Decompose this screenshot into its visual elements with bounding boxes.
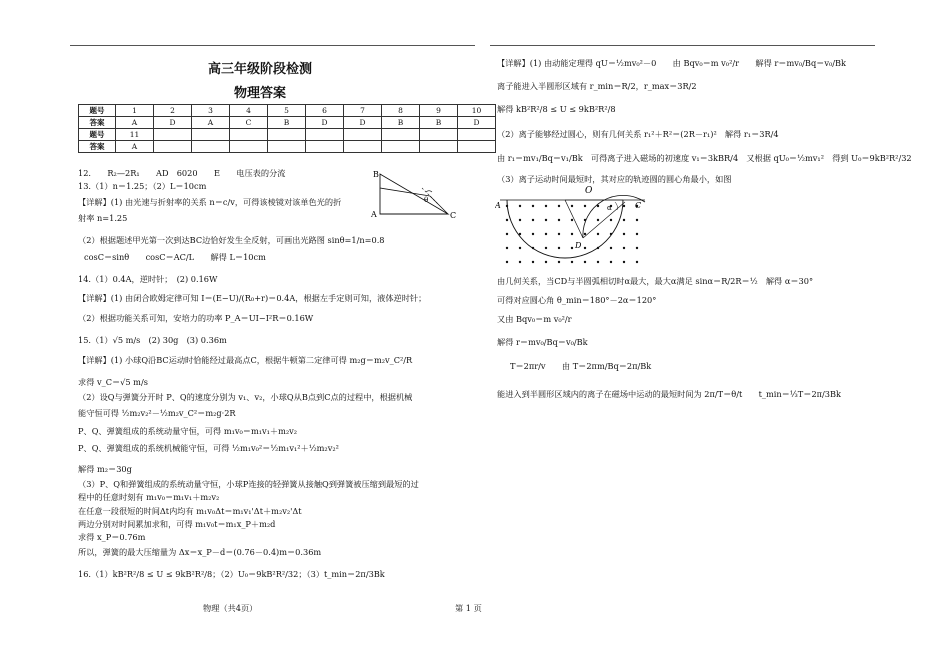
- table-cell: 1: [116, 105, 154, 117]
- q15-detail-5: P、Q、弹簧组成的系统动量守恒，可得 m₁v₀＝m₁v₁＋m₂v₂: [78, 426, 298, 436]
- table-cell: D: [458, 117, 496, 129]
- right-detail-3: 解得 kB²R²/8 ≤ U ≤ 9kB²R²/8: [497, 104, 616, 114]
- label-o: O: [585, 186, 593, 196]
- table-row: [79, 141, 496, 153]
- right-detail-10: 解得 r＝mv₀/Bq＝v₀/Bk: [497, 337, 588, 347]
- chord-cd: [583, 202, 625, 238]
- field-dot: [506, 261, 508, 263]
- q15-detail-12: 求得 x_P＝0.76m: [78, 532, 146, 542]
- field-dot: [571, 219, 573, 221]
- table-cell: 答案: [79, 117, 116, 129]
- table-cell: 5: [268, 105, 306, 117]
- field-dot: [558, 205, 560, 207]
- table-cell: B: [268, 117, 306, 129]
- field-dot: [636, 219, 638, 221]
- table-cell: B: [420, 117, 458, 129]
- label-theta: θ: [424, 196, 429, 204]
- field-dot: [610, 261, 612, 263]
- label-b: B: [373, 170, 379, 179]
- field-dot: [623, 247, 625, 249]
- field-dot: [506, 233, 508, 235]
- table-cell: D: [306, 117, 344, 129]
- label-a: A: [371, 210, 377, 219]
- field-dot: [532, 261, 534, 263]
- table-cell: 4: [230, 105, 268, 117]
- table-cell: 6: [306, 105, 344, 117]
- table-cell: D: [154, 117, 192, 129]
- field-dot: [506, 247, 508, 249]
- field-dot: [584, 233, 586, 235]
- label-c: C: [450, 211, 457, 220]
- radius-line-od: [565, 200, 583, 238]
- field-dot: [545, 247, 547, 249]
- q15-answer: 15.（1）√5 m/s (2) 30g (3) 0.36m: [78, 335, 227, 345]
- field-dot: [623, 233, 625, 235]
- right-detail-2: 离子能进入半圆形区域有 r_min＝R/2，r_max＝3R/2: [497, 81, 697, 91]
- right-detail-5: 由 r₁＝mv₁/Bq＝v₁/Bk 可得离子进入磁场的初速度 v₁＝3kBR/4 又根据 qU₀＝½mv₁² 得到 U₀＝9kB²R²/32: [497, 153, 912, 163]
- table-cell: 题号: [79, 105, 116, 117]
- field-dot: [519, 233, 521, 235]
- field-dot: [623, 219, 625, 221]
- field-dot: [610, 219, 612, 221]
- q13-answer: 13.（1）n＝1.25；（2）L＝10cm: [78, 181, 207, 191]
- field-dot: [623, 261, 625, 263]
- q13-detail-3: cosC＝sinθ cosC＝AC/L 解得 L＝10cm: [84, 252, 266, 262]
- page-subtitle: 物理答案: [233, 86, 286, 101]
- magnetic-field-figure: [495, 184, 655, 268]
- q15-detail-7: 解得 m₂＝30g: [78, 464, 132, 474]
- q15-detail-6: P、Q、弹簧组成的系统机械能守恒，可得 ½m₁v₀²＝½m₁v₁²＋½m₂v₂²: [78, 443, 339, 453]
- field-dot: [610, 247, 612, 249]
- right-detail-1: 【详解】(1) 由动能定理得 qU＝½mv₀²－0 由 Bqv₀＝m v₀²/r 解得 r＝mv₀/Bq＝v₀/Bk: [497, 58, 847, 68]
- table-row: [79, 117, 496, 129]
- top-rule-left: [70, 45, 475, 46]
- q13-detail-2: （2）根据题述甲光第一次到达BC边恰好发生全反射，可画出光路图 sinθ=1/n=0.8: [78, 235, 385, 245]
- table-row: [79, 129, 496, 141]
- field-dot: [597, 261, 599, 263]
- field-dot: [571, 261, 573, 263]
- field-dot: [584, 205, 586, 207]
- q15-detail-1: 【详解】(1) 小球Q沿BC运动时恰能经过最高点C，根据牛顿第二定律可得 m₂g＝m₂v_C²/R: [78, 355, 413, 365]
- page-title: 高三年级阶段检测: [207, 62, 312, 77]
- table-cell: C: [230, 117, 268, 129]
- top-rule-right: [490, 45, 875, 46]
- right-detail-4: （2）离子能够经过圆心，则有几何关系 r₁²＋R²＝(2R－r₁)² 解得 r₁＝3R/4: [497, 129, 779, 139]
- semicircle-region: [507, 200, 623, 258]
- q15-detail-2: 求得 v_C＝√5 m/s: [78, 377, 148, 387]
- q14-detail-1: 【详解】(1) 由闭合欧姆定律可知 I＝(E−U)/(R₀+r)＝0.4A，根据左手定则可知，液体逆时针；: [78, 293, 427, 303]
- table-cell: A: [116, 117, 154, 129]
- label-a2: A: [495, 201, 501, 210]
- q15-detail-13: 所以，弹簧的最大压缩量为 Δx＝x_P－d＝(0.76－0.4)m＝0.36m: [78, 547, 322, 557]
- theta-arc: [426, 191, 432, 192]
- field-dot: [519, 261, 521, 263]
- field-dot: [558, 219, 560, 221]
- table-cell: 10: [458, 105, 496, 117]
- q15-detail-9: 程中的任意时刻有 m₁v₀＝m₁v₁＋m₂v₂: [78, 492, 220, 502]
- prism-figure: [370, 168, 465, 224]
- table-cell: A: [192, 117, 230, 129]
- field-dot: [519, 219, 521, 221]
- table-cell: 8: [382, 105, 420, 117]
- q13-detail-1b: 射率 n=1.25: [78, 213, 128, 223]
- table-cell: A: [116, 141, 154, 153]
- table-cell: 题号: [79, 129, 116, 141]
- prism-triangle: [380, 174, 448, 214]
- field-dot: [571, 233, 573, 235]
- q13-detail-1: 【详解】(1) 由光速与折射率的关系 n＝c/v，可得该棱镜对该单色光的折: [78, 197, 342, 207]
- field-dot: [532, 205, 534, 207]
- field-dot: [545, 233, 547, 235]
- field-dot: [558, 233, 560, 235]
- label-c2: C: [635, 201, 642, 210]
- q14-detail-2: （2）根据功能关系可知，安培力的功率 P_A＝UI−I²R＝0.16W: [78, 313, 314, 323]
- table-cell: D: [344, 117, 382, 129]
- right-detail-11: T＝2πr/v 由 T＝2πm/Bq＝2π/Bk: [510, 361, 652, 371]
- answer-table: [78, 104, 496, 153]
- table-row: [79, 105, 496, 117]
- right-detail-9: 又由 Bqv₀＝m v₀²/r: [497, 314, 572, 324]
- q15-detail-10: 在任意一段很短的时间Δt内均有 m₁v₀Δt＝m₁v₁'Δt＋m₂v₂'Δt: [78, 506, 302, 516]
- q15-detail-11: 两边分别对时间累加求和，可得 m₁v₀t＝m₁x_P＋m₂d: [78, 519, 276, 529]
- field-dot: [584, 247, 586, 249]
- field-dot: [545, 205, 547, 207]
- right-detail-12: 能进入到半圆形区域内的离子在磁场中运动的最短时间为 2π/T＝θ/t t_min＝⅓T＝2π/3Bk: [497, 389, 841, 399]
- field-dot: [636, 247, 638, 249]
- field-dots: [506, 205, 638, 263]
- q15-detail-4: 能守恒可得 ½m₂v₂²－½m₂v_C²＝m₂g·2R: [78, 408, 236, 418]
- field-dot: [506, 219, 508, 221]
- field-dot: [584, 261, 586, 263]
- field-dot: [558, 247, 560, 249]
- table-cell: 答案: [79, 141, 116, 153]
- right-detail-7: 由几何关系，当CD与半圆弧相切时α最大，最大α满足 sinα＝R/2R＝½ 解得 α＝30°: [497, 276, 814, 286]
- label-d: D: [575, 241, 582, 250]
- right-detail-8: 可得对应圆心角 θ_min＝180°－2α＝120°: [497, 295, 657, 305]
- field-dot: [558, 261, 560, 263]
- field-dot: [597, 219, 599, 221]
- q12-answer: 12. R₂—2R₁ AD 6020 E 电压表的分流: [78, 168, 286, 178]
- field-dot: [532, 219, 534, 221]
- q16-answer: 16.（1）kB²R²/8 ≤ U ≤ 9kB²R²/8；（2）U₀＝9kB²R²/32；（3）t_min＝2π/3Bk: [78, 569, 385, 579]
- label-alpha: α: [607, 204, 612, 212]
- field-dot: [636, 233, 638, 235]
- field-dot: [532, 233, 534, 235]
- table-cell: 2: [154, 105, 192, 117]
- table-cell: B: [382, 117, 420, 129]
- field-dot: [545, 261, 547, 263]
- table-cell: 9: [420, 105, 458, 117]
- left-footer: 物理（共4页）: [203, 603, 258, 613]
- right-detail-6: （3）离子运动时间最短时，其对应的轨迹圆的圆心角最小，如图: [497, 174, 732, 184]
- table-cell: 11: [116, 129, 154, 141]
- field-dot: [636, 261, 638, 263]
- field-dot: [545, 219, 547, 221]
- field-dot: [571, 205, 573, 207]
- field-dot: [519, 247, 521, 249]
- field-dot: [597, 233, 599, 235]
- q15-detail-3: （2）设Q与弹簧分开时 P、Q的速度分别为 v₁、v₂，小球Q从B点到C点的过程中，根据机械: [78, 392, 413, 402]
- q15-detail-8: （3）P、Q和弹簧组成的系统动量守恒，小球P连接的轻弹簧从接触Q到弹簧被压缩到最短的过: [78, 479, 419, 489]
- table-cell: 3: [192, 105, 230, 117]
- right-footer: 第 1 页: [455, 603, 482, 613]
- field-dot: [519, 205, 521, 207]
- table-cell: 7: [344, 105, 382, 117]
- field-dot: [571, 247, 573, 249]
- q14-answer: 14.（1）0.4A，逆时针； (2) 0.16W: [78, 274, 218, 284]
